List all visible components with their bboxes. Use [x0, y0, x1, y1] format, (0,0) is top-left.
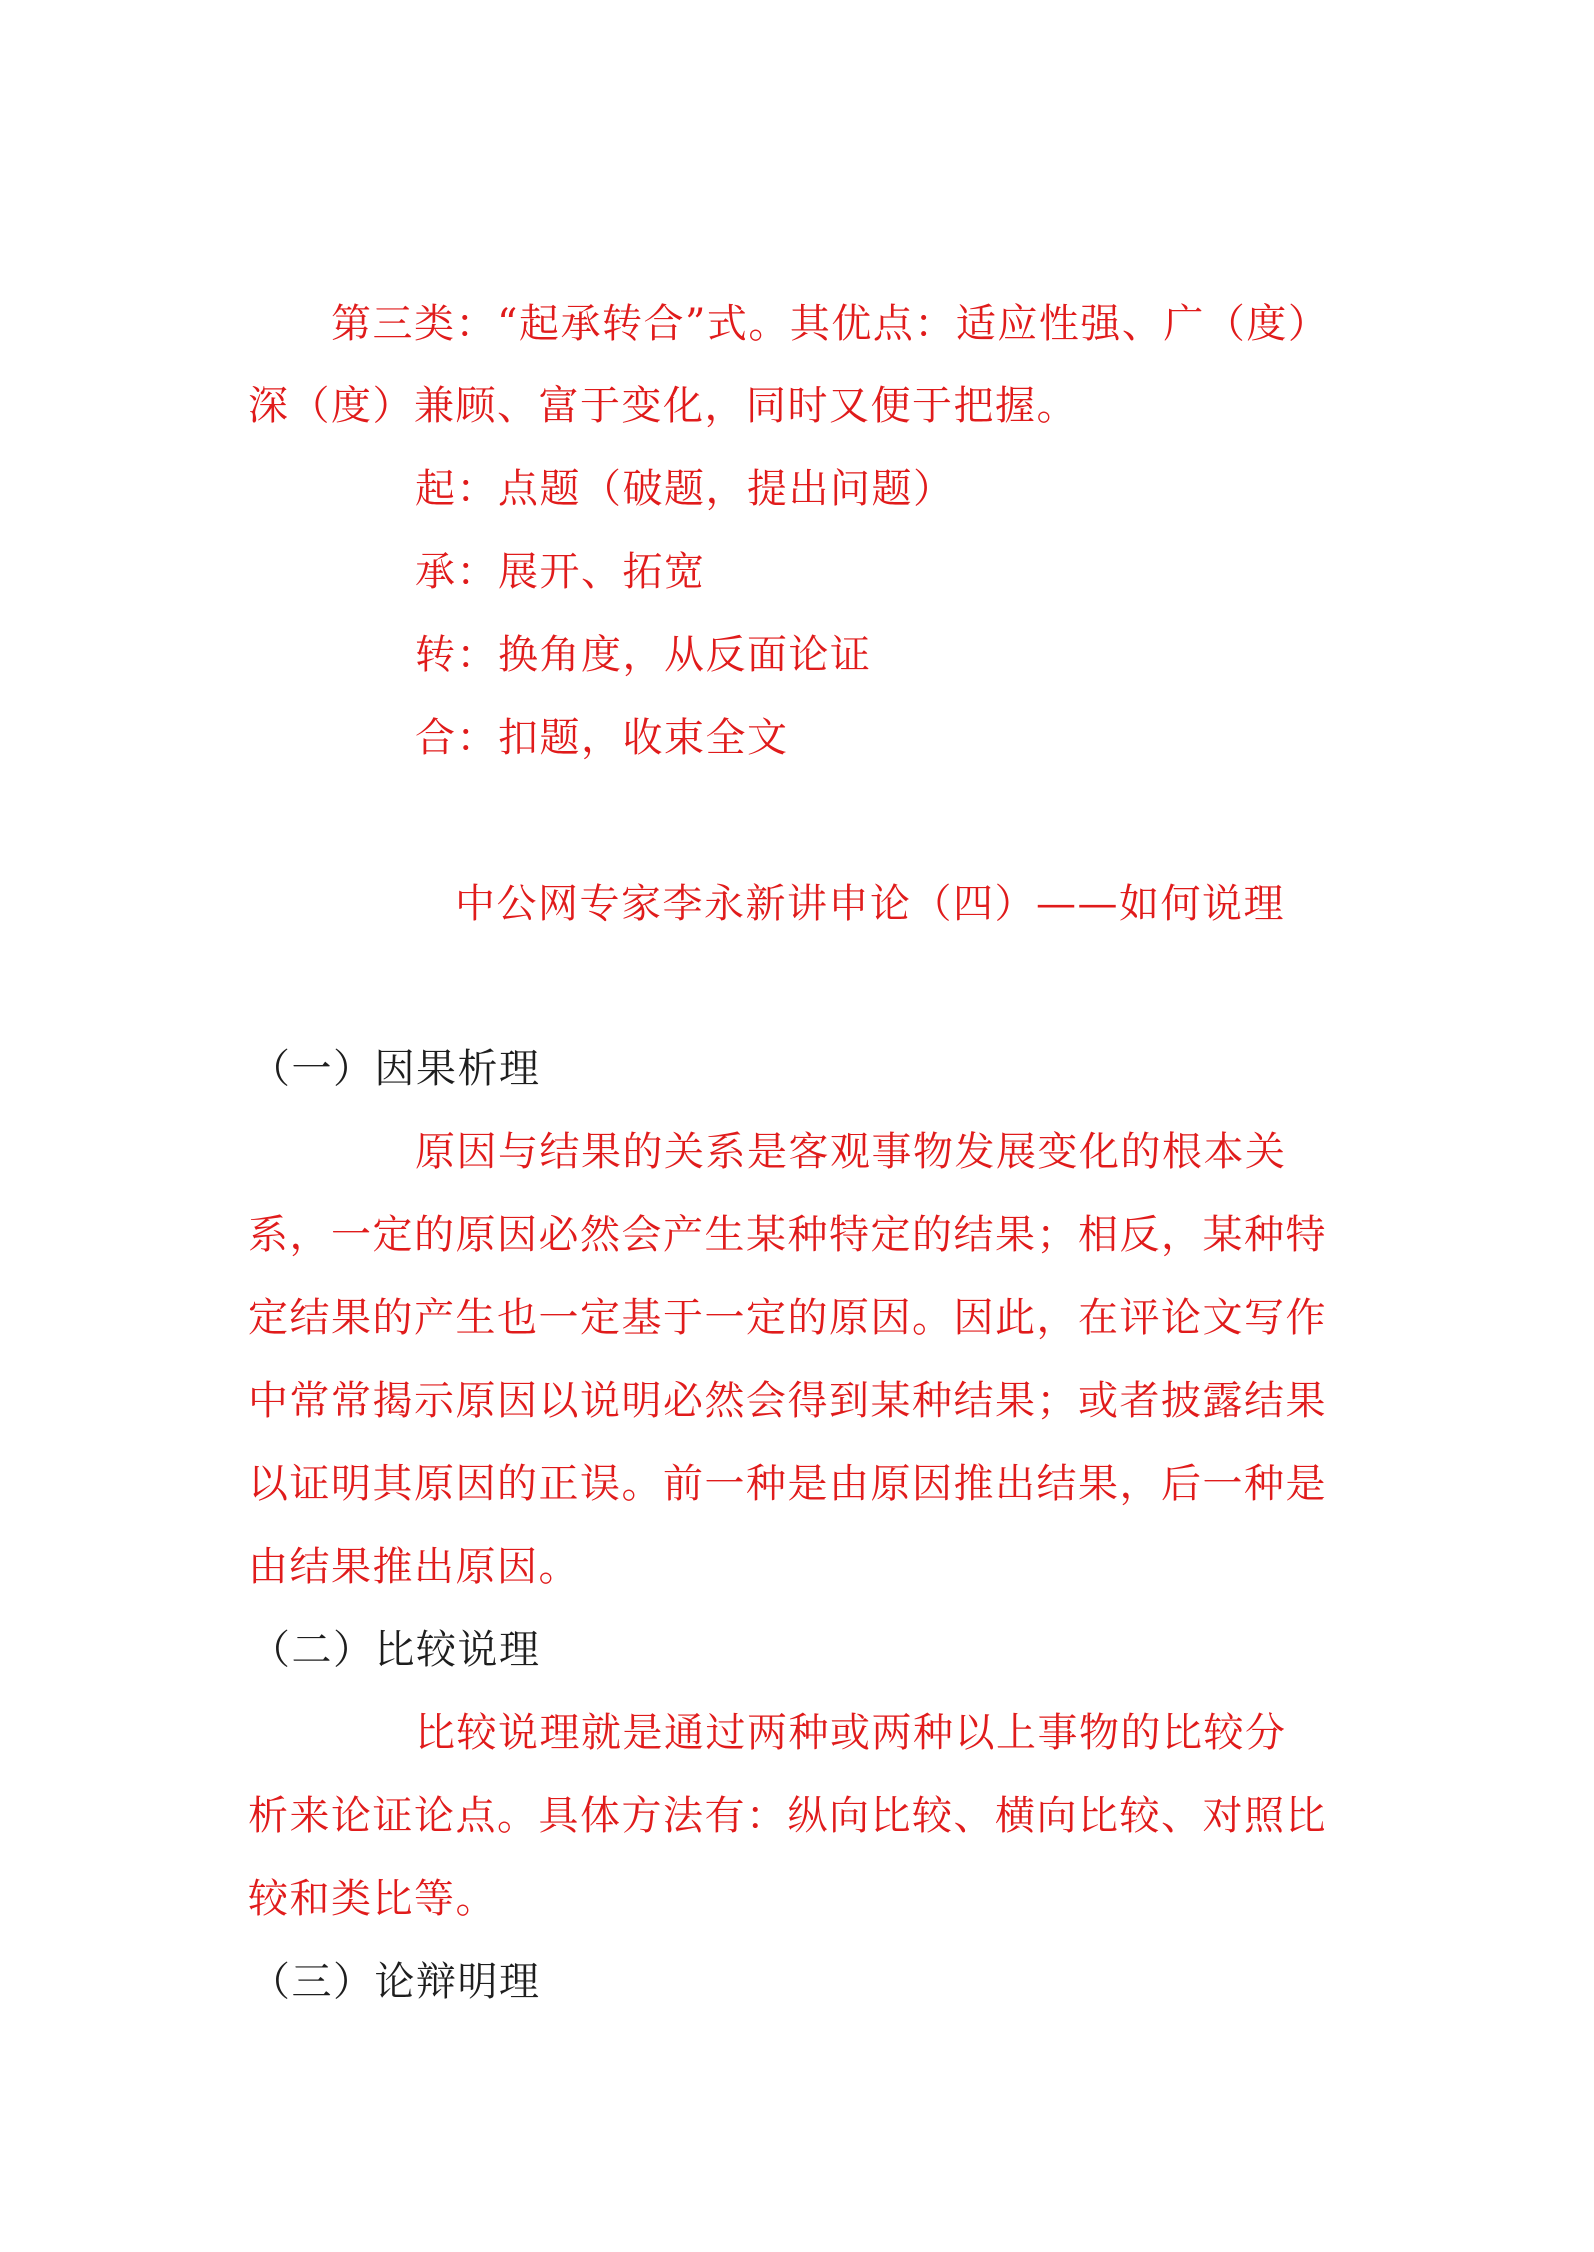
part1-line-5: 以证明其原因的正误。前一种是由原因推出结果，后一种是 [248, 1461, 1327, 1507]
part1-line-2: 系，一定的原因必然会产生某种特定的结果；相反，某种特 [248, 1212, 1327, 1258]
part1-heading: （一）因果析理 [250, 1046, 541, 1092]
part1-line-4: 中常常揭示原因以说明必然会得到某种结果；或者披露结果 [248, 1378, 1327, 1424]
item-he: 合：扣题，收束全文 [415, 715, 789, 761]
section3-line-1: 第三类：“起承转合”式。其优点：适应性强、广（度） [331, 301, 1330, 347]
part1-line-1: 原因与结果的关系是客观事物发展变化的根本关 [415, 1129, 1287, 1175]
part2-line-3: 较和类比等。 [248, 1876, 497, 1922]
part3-heading: （三）论辩明理 [250, 1959, 541, 2005]
item-zhuan: 转：换角度，从反面论证 [415, 632, 872, 678]
article-title: 中公网专家李永新讲申论（四）——如何说理 [455, 881, 1285, 927]
part2-heading: （二）比较说理 [250, 1627, 541, 1673]
part1-line-6: 由结果推出原因。 [248, 1544, 580, 1590]
part2-line-1: 比较说理就是通过两种或两种以上事物的比较分 [415, 1710, 1287, 1756]
item-cheng: 承：展开、拓宽 [415, 549, 706, 595]
part1-line-3: 定结果的产生也一定基于一定的原因。因此，在评论文写作 [248, 1295, 1327, 1341]
item-qi: 起：点题（破题，提出问题） [415, 466, 955, 512]
section3-line-2: 深（度）兼顾、富于变化，同时又便于把握。 [248, 383, 1078, 429]
part2-line-2: 析来论证论点。具体方法有：纵向比较、横向比较、对照比 [248, 1793, 1327, 1839]
